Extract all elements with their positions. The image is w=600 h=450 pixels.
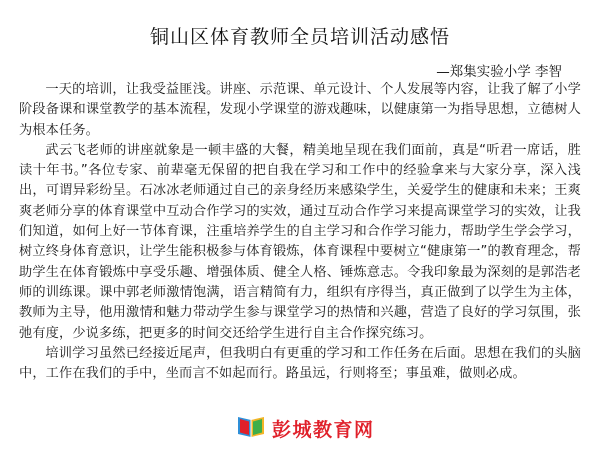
site-logo [236,415,375,441]
paragraph-1: 一天的培训，让我受益匪浅。讲座、示范课、单元设计、个人发展等内容，让我了解了小学阶段备课和课堂教学的基本流程，发现小学课堂的游戏趣味，以健康第一为指导思想，立德树人为根本任务。 [19,82,581,138]
paragraph-3: 培训学习虽然已经接近尾声，但我明白有更重的学习和工作任务在后面。思想在我们的头脑中，工作在我们的手中，坐而言不如起而行。路虽远，行则将至；事虽难，做则必成。 [19,345,581,382]
author-line: —郑集实验小学 李智 [436,64,562,80]
book-icon [236,414,266,442]
logo-text: 彭城教育网 [272,418,375,441]
paragraph-2: 武云飞老师的讲座就象是一顿丰盛的大餐，精美地呈现在我们面前，真是“听君一席话，胜读十年书。”各位专家、前辈毫无保留的把自我在学习和工作中的经验拿来与大家分享，深入浅出，可谓异彩纷呈。石冰冰老师通过自己的亲身经历来感染学生，关爱学生的健康和未来；王爽爽老师分享的体育课堂中互动合作学习的实效，通过互动合作学习来提高课堂学习的实效，让我们知道，如何上好一节体育课，注重培养学生的自主学习和合作学习能力，帮助学生学会学习，树立终身体育意识，让学生能积极参与体育锻炼，体育课程中要树立“健康第一”的教育理念，帮助学生在体育锻炼中享受乐趣、增强体质、健全人格、锤炼意志。令我印象最为深刻的是郭浩老师的训练课。课中郭老师激情饱满，语言精简有力，组织有序得当，真正做到了以学生为主体，教师为主导，他用激情和魅力带动学生参与课堂学习的热情和兴趣，营造了良好的学习氛围，张弛有度，少说多练，把更多的时间交还给学生进行自主合作探究练习。 [19,142,581,341]
page-title: 铜山区体育教师全员培训活动感悟 [149,26,450,48]
document-body [19,80,581,384]
